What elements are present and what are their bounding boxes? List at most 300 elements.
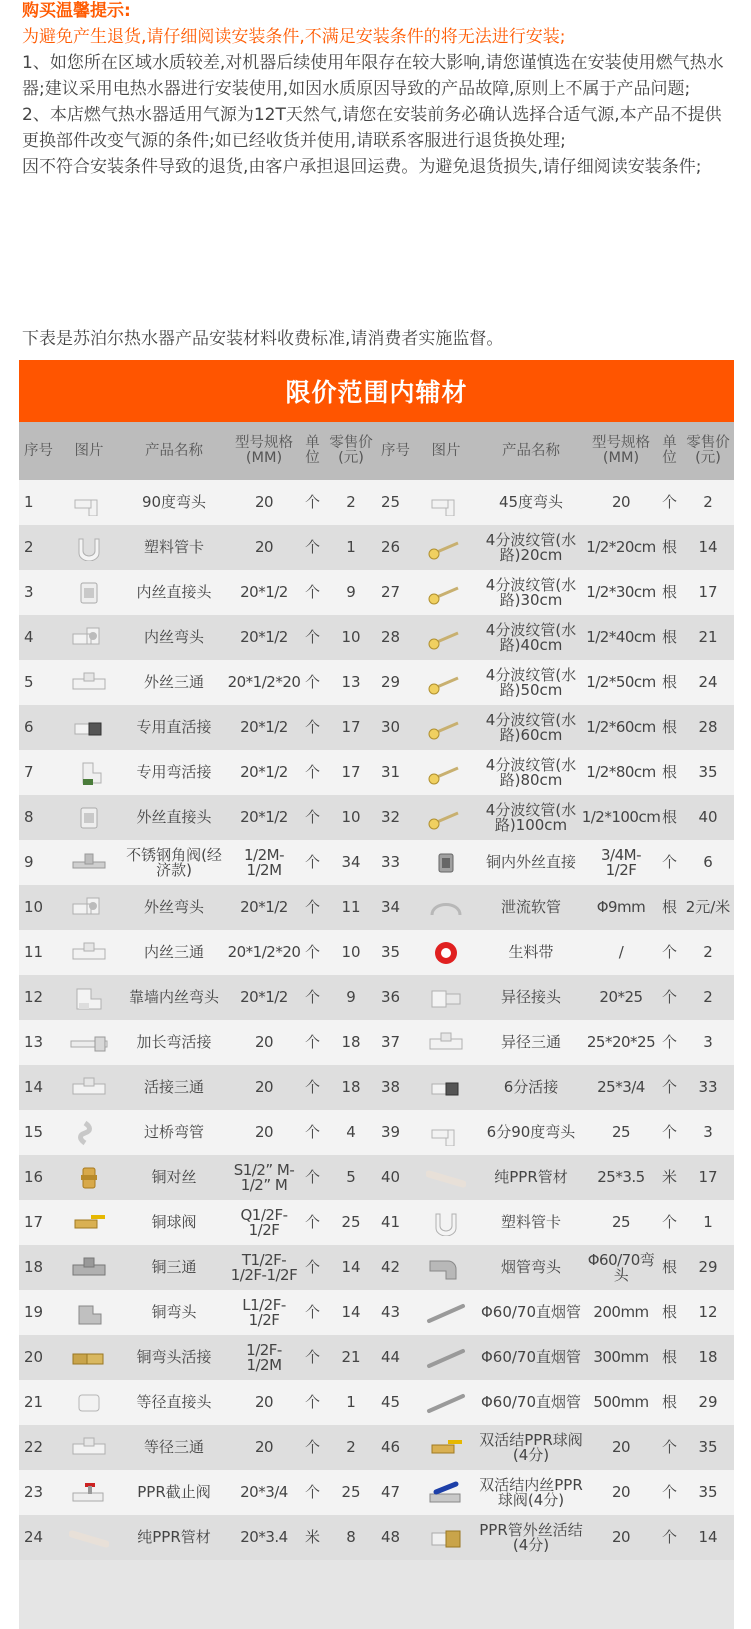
product-unit: 个: [304, 1078, 320, 1096]
product-unit: 个: [304, 988, 320, 1006]
product-unit: 个: [304, 673, 320, 691]
table-title: 限价范围内辅材: [19, 360, 734, 422]
row-image: [59, 480, 119, 525]
table-row: [19, 1425, 376, 1470]
row-image: [416, 750, 476, 795]
table-row: [19, 1020, 376, 1065]
table-row: [19, 1065, 376, 1110]
table-row: [376, 1155, 734, 1200]
product-spec: 1/2*40cm: [586, 628, 656, 646]
row-image: [59, 1335, 119, 1380]
corrugated-hose-icon: [426, 760, 466, 786]
product-spec: Φ9mm: [596, 898, 646, 916]
product-spec: 200mm: [593, 1303, 649, 1321]
brass-tee-icon: [69, 1255, 109, 1281]
product-price: 21: [341, 1348, 361, 1366]
row-image: [416, 1380, 476, 1425]
row-image: [416, 1470, 476, 1515]
product-unit: 个: [661, 943, 677, 961]
row-image: [59, 660, 119, 705]
row-image: [59, 840, 119, 885]
row-number: 12: [24, 988, 44, 1006]
product-name: 塑料管卡: [500, 1213, 561, 1231]
product-price: 1: [703, 1213, 713, 1231]
product-unit: 个: [304, 1258, 320, 1276]
row-number: 46: [381, 1438, 401, 1456]
header-no: 序号: [381, 442, 410, 459]
purchase-notice: [22, 0, 734, 180]
product-spec: T1/2F-1/2F-1/2F: [230, 1250, 298, 1284]
table-row: [376, 930, 734, 975]
header-img: 图片: [74, 442, 104, 459]
union-icon: [426, 1075, 466, 1101]
threaded-coupling-icon: [69, 805, 109, 831]
ppr-pipe-icon: [426, 1165, 466, 1191]
product-unit: 个: [304, 943, 320, 961]
product-unit: 根: [661, 808, 677, 826]
notice-paragraph-3: 因不符合安装条件导致的退货,由客户承担退回运费。为避免退货损失,请仔细阅读安装条件;: [22, 157, 702, 177]
product-price: 24: [698, 673, 718, 691]
product-name: 等径直接头: [136, 1393, 212, 1411]
product-name: 等径三通: [143, 1438, 204, 1456]
product-price: 14: [698, 1528, 718, 1546]
header-price: 零售价(元): [686, 435, 730, 466]
product-name: PPR管外丝活结(4分): [479, 1520, 583, 1554]
product-spec: 1/2*30cm: [586, 583, 656, 601]
row-number: 11: [24, 943, 44, 961]
product-price: 35: [698, 1483, 718, 1501]
row-number: 18: [24, 1258, 44, 1276]
product-spec: 20: [611, 1528, 631, 1546]
product-unit: 个: [304, 718, 320, 736]
product-spec: Φ60/70弯头: [587, 1250, 655, 1284]
product-unit: 个: [304, 628, 320, 646]
tee-icon: [69, 670, 109, 696]
product-spec: 1/2*60cm: [586, 718, 656, 736]
row-number: 19: [24, 1303, 44, 1321]
row-image: [416, 1155, 476, 1200]
product-unit: 个: [661, 988, 677, 1006]
product-unit: 个: [661, 853, 677, 871]
union-icon: [69, 715, 109, 741]
product-spec: 20*1/2: [240, 718, 288, 736]
product-spec: 20: [254, 1438, 274, 1456]
row-number: 29: [381, 673, 401, 691]
table-row: [19, 840, 376, 885]
row-image: [59, 1245, 119, 1290]
row-number: 42: [381, 1258, 401, 1276]
row-number: 1: [24, 493, 34, 511]
row-number: 3: [24, 583, 34, 601]
product-name: 6分90度弯头: [486, 1123, 576, 1141]
table-row: [376, 1425, 734, 1470]
product-spec: 1/2M-1/2M: [244, 845, 284, 879]
product-spec: 20*1/2: [240, 808, 288, 826]
product-spec: 25*20*25: [586, 1033, 656, 1051]
table-column-right: [376, 480, 734, 1560]
product-name: 纯PPR管材: [494, 1168, 568, 1186]
table-row: [19, 1110, 376, 1155]
product-name: 4分波纹管(水路)20cm: [485, 530, 577, 564]
row-number: 32: [381, 808, 401, 826]
row-image: [59, 1155, 119, 1200]
row-number: 25: [381, 493, 401, 511]
fee-statement: 下表是苏泊尔热水器产品安装材料收费标准,请消费者实施监督。: [22, 329, 504, 349]
header-name: 产品名称: [502, 442, 560, 459]
row-number: 14: [24, 1078, 44, 1096]
row-number: 45: [381, 1393, 401, 1411]
product-price: 2元/米: [685, 898, 731, 916]
header-spec: 型号规格(MM): [592, 435, 650, 466]
product-name: 6分活接: [503, 1078, 559, 1096]
row-image: [416, 660, 476, 705]
threaded-elbow-icon: [69, 625, 109, 651]
table-row: [19, 570, 376, 615]
row-number: 13: [24, 1033, 44, 1051]
row-number: 43: [381, 1303, 401, 1321]
product-spec: 20: [254, 1078, 274, 1096]
row-image: [416, 1335, 476, 1380]
product-spec: 20*1/2*20: [227, 943, 301, 961]
product-spec: 25: [611, 1213, 631, 1231]
table-row: [19, 750, 376, 795]
product-unit: 米: [304, 1528, 320, 1546]
angle-valve-icon: [69, 850, 109, 876]
product-unit: 个: [661, 1213, 677, 1231]
product-name: 90度弯头: [141, 493, 207, 511]
row-image: [59, 930, 119, 975]
product-spec: 300mm: [593, 1348, 649, 1366]
table-row: [19, 480, 376, 525]
product-spec: 20*1/2: [240, 763, 288, 781]
product-price: 9: [346, 583, 356, 601]
row-image: [59, 975, 119, 1020]
row-number: 40: [381, 1168, 401, 1186]
product-spec: 3/4M-1/2F: [601, 845, 641, 879]
row-image: [416, 1020, 476, 1065]
reducer-icon: [426, 985, 466, 1011]
row-number: 34: [381, 898, 401, 916]
table-row: [19, 1380, 376, 1425]
product-unit: 个: [661, 1123, 677, 1141]
product-price: 17: [341, 763, 361, 781]
corrugated-hose-icon: [426, 625, 466, 651]
flue-elbow-icon: [426, 1255, 466, 1281]
product-name: 不锈钢角阀(经济款): [126, 845, 222, 879]
product-spec: 20*1/2: [240, 988, 288, 1006]
tee-icon: [426, 1030, 466, 1056]
header-unit: 单位: [662, 435, 677, 466]
product-spec: 20*25: [599, 988, 643, 1006]
product-unit: 个: [661, 1528, 677, 1546]
row-image: [416, 795, 476, 840]
product-price: 1: [346, 1393, 356, 1411]
row-image: [416, 1515, 476, 1560]
row-number: 38: [381, 1078, 401, 1096]
long-union-icon: [69, 1030, 109, 1056]
row-image: [59, 1020, 119, 1065]
product-unit: 个: [661, 1483, 677, 1501]
flue-pipe-icon: [426, 1300, 466, 1326]
product-price: 6: [703, 853, 713, 871]
notice-paragraph-2: 2、本店燃气热水器适用气源为12T天然气,请您在安装前务必确认选择合适气源,本产品不提供更换部件改变气源的条件;如已经收货并使用,请联系客服进行退货换处理;: [22, 105, 722, 151]
row-number: 35: [381, 943, 401, 961]
row-image: [416, 975, 476, 1020]
brass-adapter-icon: [426, 850, 466, 876]
row-image: [416, 570, 476, 615]
product-spec: 500mm: [593, 1393, 649, 1411]
row-number: 37: [381, 1033, 401, 1051]
product-spec: /: [618, 943, 624, 961]
product-name: 4分波纹管(水路)100cm: [485, 800, 577, 834]
product-price: 14: [341, 1258, 361, 1276]
product-name: 双活结PPR球阀(4分): [479, 1430, 583, 1464]
product-price: 1: [346, 538, 356, 556]
product-spec: 20*1/2: [240, 583, 288, 601]
product-spec: 20: [254, 493, 274, 511]
corrugated-hose-icon: [426, 580, 466, 606]
product-price: 40: [698, 808, 718, 826]
pipe-clip-icon: [426, 1210, 466, 1236]
table-row: [376, 840, 734, 885]
product-name: 铜弯头活接: [136, 1348, 212, 1366]
row-number: 27: [381, 583, 401, 601]
row-image: [416, 705, 476, 750]
row-number: 21: [24, 1393, 44, 1411]
product-unit: 根: [661, 1348, 677, 1366]
row-number: 33: [381, 853, 401, 871]
product-price: 10: [341, 808, 361, 826]
tee-icon: [69, 1435, 109, 1461]
table-row: [376, 1200, 734, 1245]
product-spec: 20*1/2*20: [227, 673, 301, 691]
notice-title: 购买温馨提示:: [22, 1, 131, 21]
product-spec: 1/2*80cm: [586, 763, 656, 781]
row-number: 48: [381, 1528, 401, 1546]
product-unit: 个: [304, 493, 320, 511]
product-unit: 个: [304, 1483, 320, 1501]
table-row: [19, 705, 376, 750]
header-img: 图片: [431, 442, 461, 459]
product-price: 10: [341, 943, 361, 961]
table-row: [376, 480, 734, 525]
product-unit: 个: [304, 898, 320, 916]
product-name: 内丝三通: [143, 943, 204, 961]
product-name: 加长弯活接: [136, 1033, 212, 1051]
product-spec: 20: [254, 538, 274, 556]
table-row: [19, 1515, 376, 1560]
product-price: 33: [698, 1078, 718, 1096]
product-unit: 个: [304, 1393, 320, 1411]
table-header-right: [376, 422, 734, 480]
row-number: 8: [24, 808, 34, 826]
product-unit: 个: [304, 1213, 320, 1231]
row-number: 9: [24, 853, 34, 871]
table-row: [19, 885, 376, 930]
product-price: 2: [346, 1438, 356, 1456]
row-number: 36: [381, 988, 401, 1006]
row-image: [59, 1515, 119, 1560]
row-image: [416, 885, 476, 930]
wall-elbow-icon: [69, 985, 109, 1011]
table-row: [376, 1020, 734, 1065]
notice-paragraph-1: 1、如您所在区域水质较差,对机器后续使用年限存在较大影响,请您谨慎选在安装使用燃气热水器;建议采用电热水器进行安装使用,如因水质原因导致的产品故障,原则上不属于产品问题;: [22, 53, 724, 99]
row-number: 30: [381, 718, 401, 736]
product-price: 17: [341, 718, 361, 736]
row-image: [416, 1425, 476, 1470]
product-unit: 个: [661, 1438, 677, 1456]
row-number: 22: [24, 1438, 44, 1456]
table-row: [376, 750, 734, 795]
product-spec: 1/2*100cm: [581, 808, 661, 826]
threaded-elbow-icon: [69, 895, 109, 921]
bridge-bend-icon: [69, 1120, 109, 1146]
product-price: 18: [341, 1078, 361, 1096]
corrugated-hose-icon: [426, 805, 466, 831]
row-image: [416, 1110, 476, 1155]
table-row: [376, 660, 734, 705]
product-name: 过桥弯管: [143, 1123, 204, 1141]
row-image: [59, 750, 119, 795]
product-unit: 个: [304, 853, 320, 871]
corrugated-hose-icon: [426, 535, 466, 561]
table-row: [376, 795, 734, 840]
table-row: [19, 660, 376, 705]
product-price: 2: [703, 493, 713, 511]
flue-pipe-icon: [426, 1345, 466, 1371]
product-name: 4分波纹管(水路)30cm: [485, 575, 577, 609]
row-number: 10: [24, 898, 44, 916]
product-price: 25: [341, 1483, 361, 1501]
product-spec: 20: [611, 1483, 631, 1501]
table-row: [376, 525, 734, 570]
product-price: 14: [698, 538, 718, 556]
table-row: [19, 1200, 376, 1245]
product-spec: 20: [254, 1033, 274, 1051]
product-spec: 1/2*20cm: [586, 538, 656, 556]
product-name: Φ60/70直烟管: [480, 1393, 582, 1411]
table-row: [19, 615, 376, 660]
product-name: 外丝弯头: [143, 898, 204, 916]
product-name: 纯PPR管材: [137, 1528, 211, 1546]
row-number: 17: [24, 1213, 44, 1231]
table-row: [376, 1065, 734, 1110]
threaded-coupling-icon: [69, 580, 109, 606]
product-name: PPR截止阀: [137, 1483, 211, 1501]
product-price: 4: [346, 1123, 356, 1141]
row-number: 2: [24, 538, 34, 556]
product-price: 25: [341, 1213, 361, 1231]
row-image: [59, 1110, 119, 1155]
row-image: [416, 930, 476, 975]
row-image: [59, 1290, 119, 1335]
product-spec: 1/2F-1/2M: [246, 1340, 282, 1374]
product-price: 5: [346, 1168, 356, 1186]
table-row: [376, 1290, 734, 1335]
row-image: [416, 615, 476, 660]
product-name: 塑料管卡: [143, 538, 204, 556]
product-price: 2: [703, 988, 713, 1006]
product-spec: 25*3.5: [597, 1168, 645, 1186]
ppr-union-icon: [426, 1525, 466, 1551]
product-price: 35: [698, 1438, 718, 1456]
product-price: 2: [703, 943, 713, 961]
product-name: 生料带: [508, 943, 554, 961]
product-spec: L1/2F-1/2F: [242, 1295, 286, 1329]
product-unit: 根: [661, 1258, 677, 1276]
row-number: 20: [24, 1348, 44, 1366]
row-number: 5: [24, 673, 34, 691]
product-unit: 根: [661, 538, 677, 556]
product-price: 12: [698, 1303, 718, 1321]
product-spec: 25*3/4: [597, 1078, 645, 1096]
product-spec: 20: [254, 1123, 274, 1141]
product-name: 靠墙内丝弯头: [128, 988, 219, 1006]
product-name: 外丝三通: [143, 673, 204, 691]
product-name: 专用直活接: [136, 718, 212, 736]
product-unit: 根: [661, 673, 677, 691]
product-unit: 根: [661, 583, 677, 601]
row-number: 41: [381, 1213, 401, 1231]
header-spec: 型号规格(MM): [235, 435, 293, 466]
product-name: 铜弯头: [151, 1303, 197, 1321]
product-name: 4分波纹管(水路)50cm: [485, 665, 577, 699]
elbow-union-icon: [69, 760, 109, 786]
product-name: 异径接头: [500, 988, 561, 1006]
product-price: 3: [703, 1033, 713, 1051]
product-unit: 根: [661, 763, 677, 781]
product-unit: 根: [661, 628, 677, 646]
blue-ball-valve-icon: [426, 1480, 466, 1506]
product-unit: 个: [304, 1123, 320, 1141]
product-price: 9: [346, 988, 356, 1006]
table-body: [19, 480, 734, 1560]
row-image: [416, 1290, 476, 1335]
table-row: [376, 885, 734, 930]
ball-valve-icon: [69, 1210, 109, 1236]
row-image: [59, 885, 119, 930]
row-number: 44: [381, 1348, 401, 1366]
row-image: [59, 1065, 119, 1110]
table-row: [376, 1110, 734, 1155]
product-name: Φ60/70直烟管: [480, 1303, 582, 1321]
row-image: [59, 795, 119, 840]
product-price: 14: [341, 1303, 361, 1321]
row-number: 47: [381, 1483, 401, 1501]
product-spec: 25: [611, 1123, 631, 1141]
table-row: [19, 525, 376, 570]
row-image: [416, 480, 476, 525]
pvc-elbow-icon: [426, 1120, 466, 1146]
product-unit: 米: [661, 1168, 677, 1186]
product-unit: 个: [304, 808, 320, 826]
product-price: 35: [698, 763, 718, 781]
table-row: [376, 615, 734, 660]
coupling-icon: [69, 1390, 109, 1416]
row-image: [59, 615, 119, 660]
product-price: 3: [703, 1123, 713, 1141]
row-number: 23: [24, 1483, 44, 1501]
product-name: 铜三通: [151, 1258, 197, 1276]
table-row: [376, 570, 734, 615]
product-spec: 20: [254, 1393, 274, 1411]
product-spec: 20*1/2: [240, 898, 288, 916]
row-image: [59, 1200, 119, 1245]
product-spec: S1/2” M-1/2” M: [233, 1160, 295, 1194]
price-table: [19, 360, 734, 1629]
product-price: 18: [341, 1033, 361, 1051]
product-unit: 个: [661, 1033, 677, 1051]
